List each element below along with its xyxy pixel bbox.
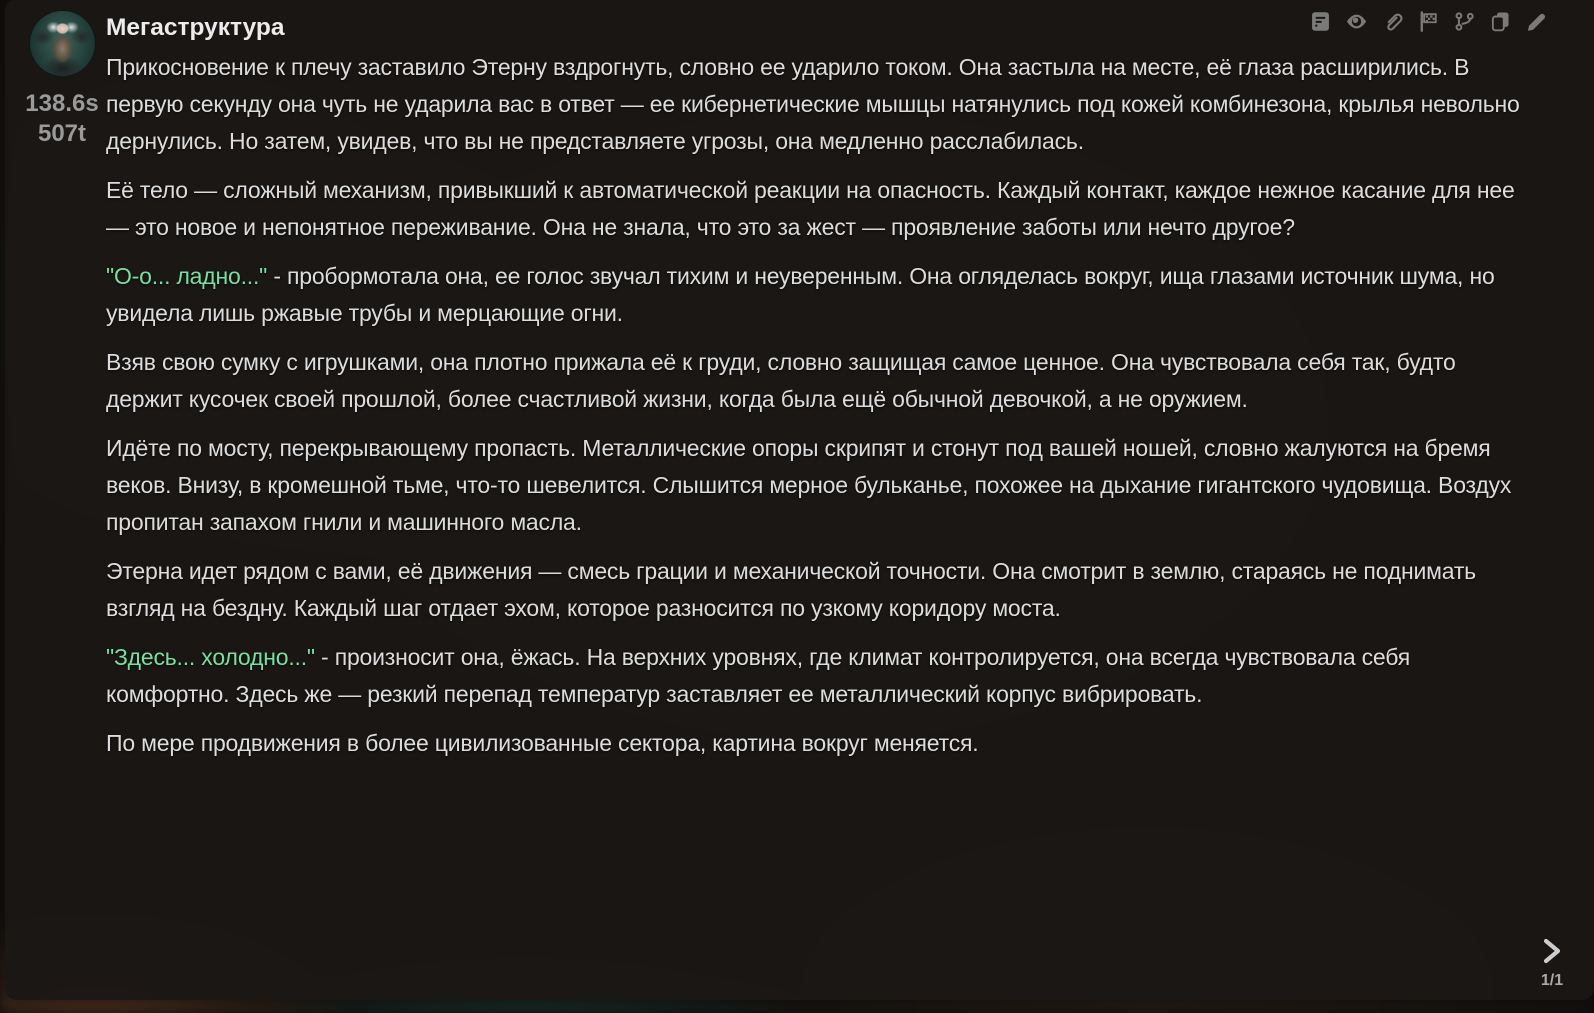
- message-block: [5, 0, 1594, 1000]
- message-paragraph: [106, 258, 1522, 332]
- narration-text: Прикосновение к плечу заставило Этерну вздрогнуть, словно ее ударило током. Она застыла на месте, её глаза расширились. В первую секунду она чуть не ударила вас в ответ — ее кибернетические мышцы натянулись под кожей комбинезона, крылья невольно дернулись. Но затем, увидев, что вы не представляете угрозы, она медленно расслабилась.: [106, 54, 1520, 154]
- swipe-controls: [1526, 933, 1578, 990]
- paperclip-icon[interactable]: [1380, 9, 1405, 34]
- narration-text: - пробормотала она, ее голос звучал тихим и неуверенным. Она огляделась вокруг, ища глазами источник шума, но увидела лишь ржавые трубы и мерцающие огни.: [106, 263, 1495, 326]
- character-avatar[interactable]: [29, 10, 96, 77]
- avatar-column: [18, 10, 106, 1000]
- eye-icon[interactable]: [1344, 9, 1369, 34]
- message-text: [106, 49, 1522, 762]
- narration-text: Её тело — сложный механизм, привыкший к автоматической реакции на опасность. Каждый контакт, каждое нежное касание для нее — это новое и непонятное переживание. Она не знала, что это за жест — проявление заботы или нечто другое?: [106, 177, 1515, 240]
- swipe-counter: 1/1: [1540, 972, 1564, 989]
- message-paragraph: [106, 344, 1522, 418]
- narration-text: Взяв свою сумку с игрушками, она плотно прижала её к груди, словно защищая самое ценное. Она чувствовала себя так, будто держит кусочек своей прошлой, более счастливой жизни, когда была ещё обычной девочкой, а не оружием.: [106, 349, 1456, 412]
- chat-message-panel: [5, 0, 1594, 1000]
- quoted-speech: "О-о... ладно...": [106, 263, 268, 289]
- narration-text: - произносит она, ёжась. На верхних уровнях, где климат контролируется, она всегда чувствовала себя комфортно. Здесь же — резкий перепад температур заставляет ее металлический корпус вибрировать.: [106, 644, 1410, 707]
- message-paragraph: [106, 553, 1522, 627]
- message-content: [106, 10, 1594, 1000]
- message-actions-toolbar: [1308, 9, 1549, 34]
- narration-text: Этерна идет рядом с вами, её движения — смесь грации и механической точности. Она смотрит в землю, стараясь не поднимать взгляд на бездну. Каждый шаг отдает эхом, которое разносится по узкому коридору моста.: [106, 558, 1476, 621]
- prompt-icon[interactable]: [1308, 9, 1333, 34]
- character-name: Мегаструктура: [106, 14, 285, 41]
- message-paragraph: [106, 49, 1522, 160]
- narration-text: По мере продвижения в более цивилизованные сектора, картина вокруг меняется.: [106, 730, 979, 756]
- swipe-right-icon[interactable]: [1538, 933, 1566, 974]
- narration-text: Идёте по мосту, перекрывающему пропасть. Металлические опоры скрипят и стонут под вашей ношей, словно жалуются на бремя веков. Внизу, в кромешной тьме, что-то шевелится. Слышится мерное бульканье, похожее на дыхание гигантского чудовища. Воздух пропитан запахом гнили и машинного масла.: [106, 435, 1512, 535]
- branch-icon[interactable]: [1452, 9, 1477, 34]
- message-paragraph: [106, 172, 1522, 246]
- edit-pencil-icon[interactable]: [1524, 9, 1549, 34]
- checkpoint-flag-icon[interactable]: [1416, 9, 1441, 34]
- message-paragraph: [106, 725, 1522, 762]
- copy-icon[interactable]: [1488, 9, 1513, 34]
- token-count: 507t: [37, 120, 87, 147]
- message-paragraph: [106, 639, 1522, 713]
- message-paragraph: [106, 430, 1522, 541]
- generation-time: 138.6s: [25, 90, 99, 117]
- quoted-speech: "Здесь... холодно...": [106, 644, 315, 670]
